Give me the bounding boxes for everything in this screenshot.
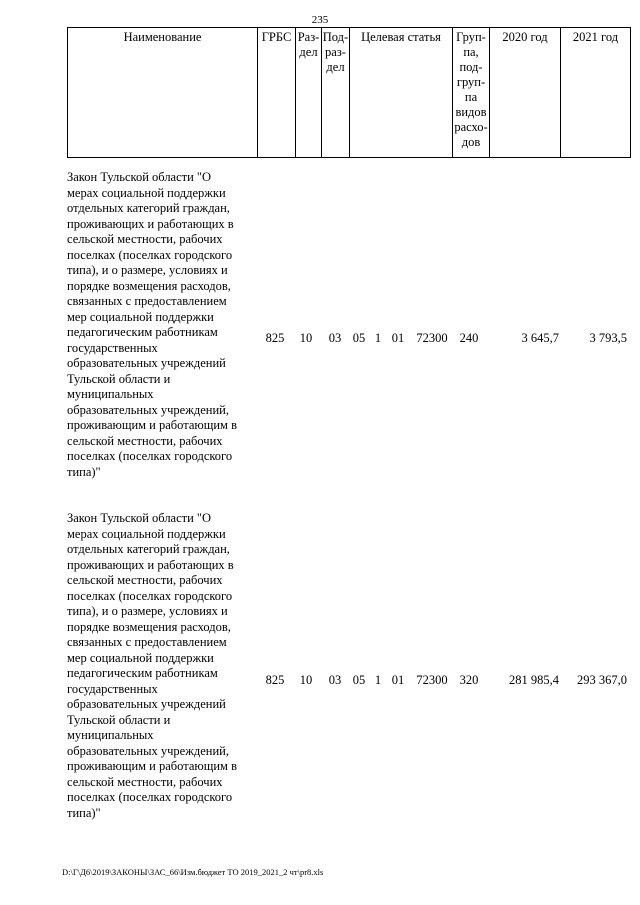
table-header: [67, 27, 631, 158]
podrazdel-cell: 03: [328, 331, 342, 345]
expense-group-cell: 320: [459, 673, 479, 687]
target-program-cell: 05: [352, 331, 366, 345]
header-name: Наименование: [68, 28, 258, 157]
amount-2020-cell: 3 645,7: [521, 331, 559, 345]
target-event-cell: 01: [391, 673, 405, 687]
header-grbs: ГРБС: [258, 28, 296, 157]
table-row-name: Закон Тульской области "О мерах социальной поддержки отдельных категорий граждан, проживающих и работающих в сельской местности, рабочих поселках (поселках городского типа), и о размере, условиях и порядке возмещения расходов, связанных с предоставлением мер социальной поддержки педагогическим работникам государственных образовательных учреждений Тульской области и муниципальных образовательных учреждений, проживающим и работающим в сельской местности, рабочих поселках (поселках городского типа)": [67, 511, 237, 820]
razdel-cell: 10: [299, 673, 313, 687]
target-subprogram-cell: 1: [374, 331, 382, 345]
target-program-cell: 05: [352, 673, 366, 687]
target-direction-cell: 72300: [416, 331, 448, 345]
page-number: 235: [311, 14, 329, 26]
header-year-2020: 2020 год: [490, 28, 561, 157]
razdel-cell: 10: [299, 331, 313, 345]
header-podrazdel: Под- раз- дел: [322, 28, 350, 157]
grbs-cell: 825: [265, 331, 285, 345]
grbs-cell: 825: [265, 673, 285, 687]
header-expense-group: Груп- па, под- груп- па видов расхо- дов: [453, 28, 490, 157]
target-direction-cell: 72300: [416, 673, 448, 687]
podrazdel-cell: 03: [328, 673, 342, 687]
target-subprogram-cell: 1: [374, 673, 382, 687]
amount-2021-cell: 3 793,5: [589, 331, 627, 345]
header-razdel: Раз- дел: [296, 28, 322, 157]
file-path-footer: D:\Г\Д6\2019\ЗАКОНЫ\ЗАС_66\Изм.бюджет ТО 2019_2021_2 чт\pr8.xls: [62, 867, 324, 877]
target-event-cell: 01: [391, 331, 405, 345]
header-target-article: Целевая статья: [350, 28, 453, 157]
amount-2021-cell: 293 367,0: [577, 673, 627, 687]
expense-group-cell: 240: [459, 331, 479, 345]
table-row-name: Закон Тульской области "О мерах социальной поддержки отдельных категорий граждан, проживающих и работающих в сельской местности, рабочих поселках (поселках городского типа), и о размере, условиях и порядке возмещения расходов, связанных с предоставлением мер социальной поддержки педагогическим работникам государственных образовательных учреждений Тульской области и муниципальных образовательных учреждений, проживающим и работающим в сельской местности, рабочих поселках (поселках городского типа)": [67, 170, 237, 479]
header-year-2021: 2021 год: [572, 30, 619, 44]
amount-2020-cell: 281 985,4: [509, 673, 559, 687]
